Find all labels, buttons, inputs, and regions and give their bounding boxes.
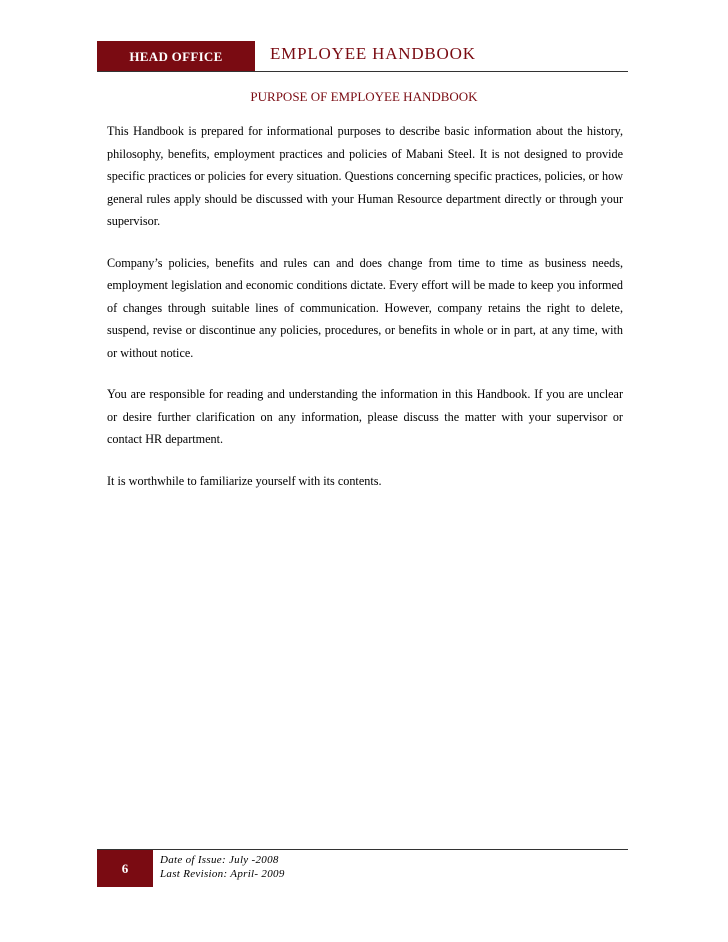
footer-dates — [160, 853, 285, 881]
date-of-issue: Date of Issue: July -2008 — [160, 854, 279, 866]
paragraph: It is worthwhile to familiarize yourself with its contents. — [107, 473, 382, 488]
body-text — [107, 120, 623, 511]
section-title: PURPOSE OF EMPLOYEE HANDBOOK — [250, 89, 478, 104]
paragraph: This Handbook is prepared for informational purposes to describe basic information about the history, philosophy, benefits, employment practices and policies of Mabani Steel. It is not designed to provide specific practices or policies for every situation. Questions concerning specific practices, policies, or how general rules apply should be discussed with your Human Resource department directly or through your supervisor. — [107, 124, 623, 228]
last-revision: Last Revision: April- 2009 — [160, 868, 285, 880]
header-title: EMPLOYEE HANDBOOK — [270, 44, 476, 63]
paragraph: You are responsible for reading and understanding the information in this Handbook. If you are unclear or desire further clarification on any information, please discuss the matter with your supervisor or contact HR department. — [107, 387, 623, 446]
paragraph: Company’s policies, benefits and rules can and does change from time to time as business needs, employment legislation and economic conditions dictate. Every effort will be made to keep you informed of changes through suitable lines of communication. However, company retains the right to delete, suspend, revise or discontinue any policies, procedures, or benefits in whole or in part, at any time, with or without notice. — [107, 255, 623, 360]
footer-divider — [97, 849, 628, 850]
page-number: 6 — [97, 850, 153, 887]
header-divider — [97, 71, 628, 72]
header-office-label: HEAD OFFICE — [97, 41, 255, 72]
